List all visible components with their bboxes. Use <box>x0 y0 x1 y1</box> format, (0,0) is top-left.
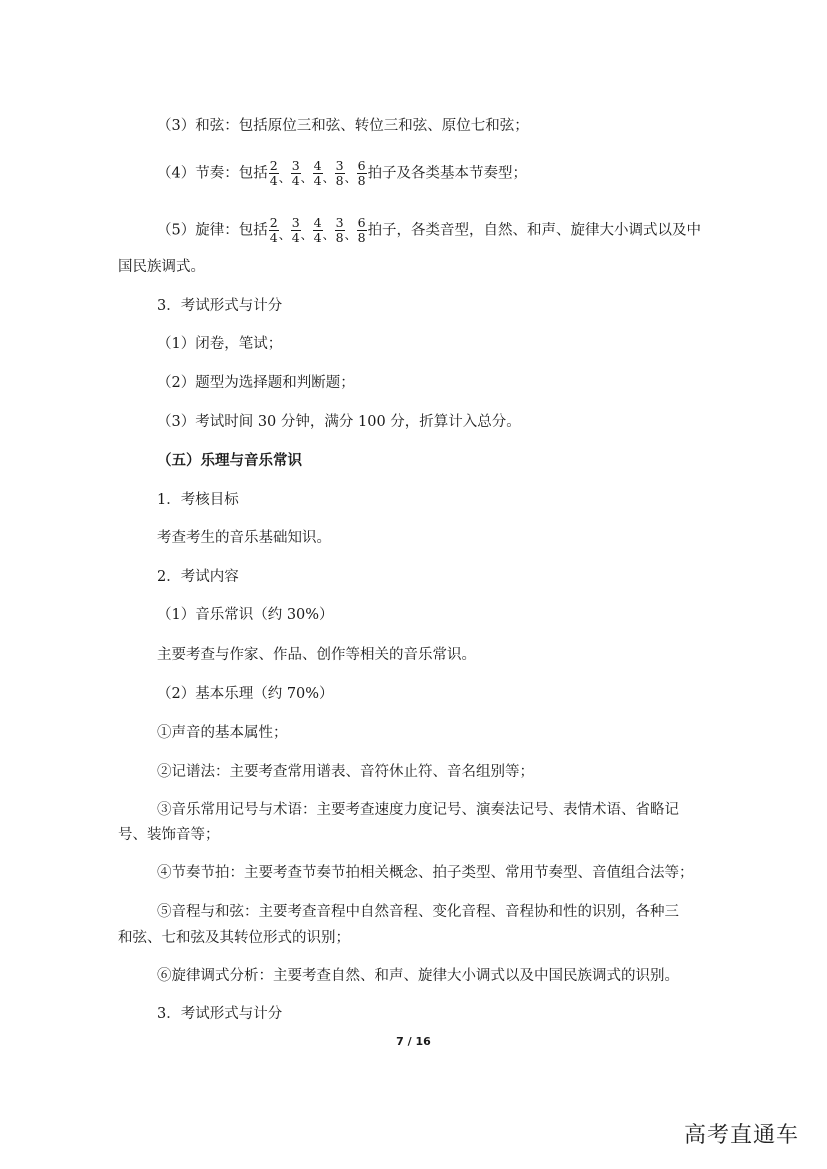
text-line: 和弦、七和弦及其转位形式的识别； <box>118 930 350 946</box>
text-line: ④节奏节拍：主要考查节奏节拍相关概念、拍子类型、常用节奏型、音值组合法等； <box>157 865 694 881</box>
text-segment: （5）旋律：包括 <box>157 222 268 239</box>
text-line: ③音乐常用记号与术语：主要考查速度力度记号、演奏法记号、表情术语、省略记 <box>157 802 679 818</box>
section-heading: 2．考试内容 <box>157 569 239 585</box>
watermark-logo: 高考直通车 <box>683 1123 799 1148</box>
text-line: （3）考试时间 30 分钟，满分 100 分，折算计入总分。 <box>157 414 521 430</box>
text-line: （3）和弦：包括原位三和弦、转位三和弦、原位七和弦； <box>157 118 529 134</box>
section-heading: 3．考试形式与计分 <box>157 1006 283 1022</box>
text-segment: （4）节奏：包括 <box>157 165 268 182</box>
meter-fraction: $\frac{6}{8}$ <box>357 158 366 188</box>
meter-fraction: $\frac{2}{4}$ <box>269 158 278 188</box>
text-line: （2）基本乐理（约 70%） <box>157 686 334 702</box>
text-line: （2）题型为选择题和判断题； <box>157 375 355 391</box>
text-line: 国民族调式。 <box>118 259 205 275</box>
text-segment: 拍子，各类音型，自然、和声、旋律大小调式以及中 <box>367 222 702 239</box>
text-line: （1）音乐常识（约 30%） <box>157 607 334 623</box>
text-line: ②记谱法：主要考查常用谱表、音符休止符、音名组别等； <box>157 764 534 780</box>
meter-fraction: $\frac{4}{4}$ <box>313 158 322 188</box>
text-line: ⑤音程与和弦：主要考查音程中自然音程、变化音程、音程协和性的识别，各种三 <box>157 904 679 920</box>
text-line: ⑥旋律调式分析：主要考查自然、和声、旋律大小调式以及中国民族调式的识别。 <box>157 968 679 984</box>
rhythm-line: （4）节奏：包括 $\frac{2}{4}$ 、 $\frac{3}{4}$ 、 $\frac{4}{4}$ 、 $\frac{3}{8}$ 、 $\frac{6}{8}$ 拍子及各类基本节奏型； <box>157 158 528 188</box>
section-heading: 1．考核目标 <box>157 492 239 508</box>
section-heading: 3．考试形式与计分 <box>157 298 283 314</box>
text-line: 号、装饰音等； <box>118 827 220 843</box>
text-segment: 拍子及各类基本节奏型； <box>367 165 528 182</box>
chapter-heading: （五）乐理与音乐常识 <box>157 453 302 469</box>
text-line: 考查考生的音乐基础知识。 <box>157 530 331 546</box>
meter-fraction: $\frac{2}{4}$ <box>269 215 278 245</box>
page-number: 7 / 16 <box>396 1035 431 1048</box>
meter-fraction: $\frac{3}{4}$ <box>291 158 300 188</box>
meter-fraction: $\frac{6}{8}$ <box>357 215 366 245</box>
text-line: （1）闭卷，笔试； <box>157 336 283 352</box>
meter-fraction: $\frac{4}{4}$ <box>313 215 322 245</box>
meter-fraction: $\frac{3}{8}$ <box>335 158 344 188</box>
meter-fraction: $\frac{3}{4}$ <box>291 215 300 245</box>
melody-line: （5）旋律：包括 $\frac{2}{4}$ 、 $\frac{3}{4}$ 、 $\frac{4}{4}$ 、 $\frac{3}{8}$ 、 $\frac{6}{8}$ 拍子，各类音型，自然、和声、旋律大小调式以及中 <box>157 215 702 245</box>
meter-fraction: $\frac{3}{8}$ <box>335 215 344 245</box>
text-line: ①声音的基本属性； <box>157 725 288 741</box>
text-line: 主要考查与作家、作品、创作等相关的音乐常识。 <box>157 647 476 663</box>
